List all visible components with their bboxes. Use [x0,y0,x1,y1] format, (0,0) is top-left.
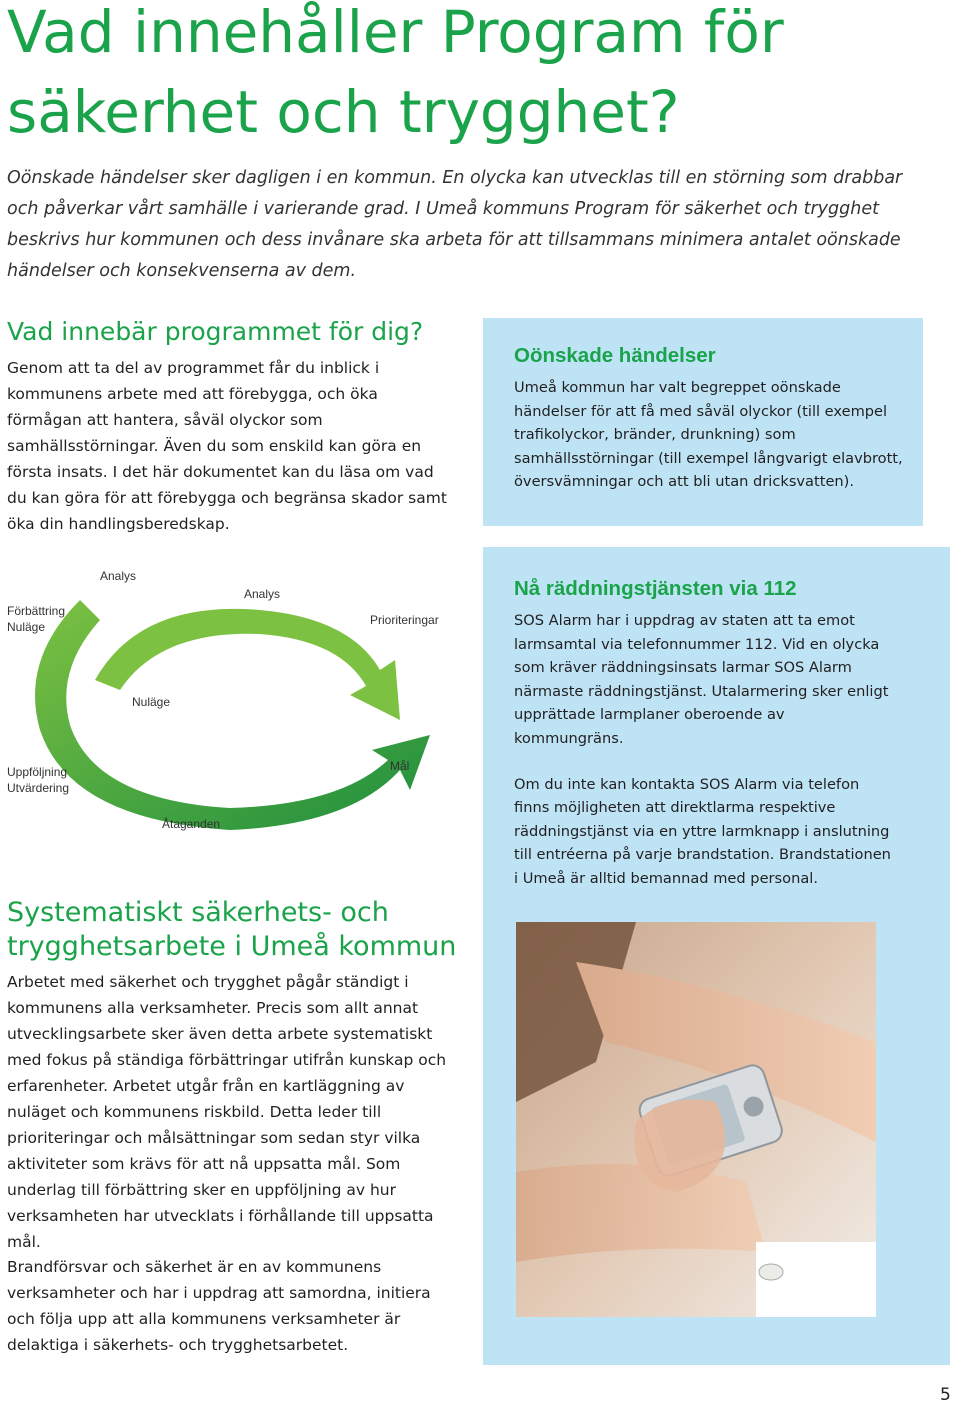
diagram-label: Förbättring [7,604,66,618]
section-heading-program: Vad innebär programmet för dig? [7,317,424,346]
section-body-systematic: Arbetet med säkerhet och trygghet pågår ständigt i kommunens alla verksamheter. Precis som allt annat utvecklingsarbete sker även detta arbete systematiskt med fokus på ständiga förbättringar utifrån kunskap och erfarenheter. Arbetet utgår från en kartläggning av nuläget och kommunens riskbild. Detta leder till prioriteringar och målsättningar som sedan styr vilka aktiviteter som krävs för att nå uppsatta mål. Som underlag till förbättring sker en uppföljning av hur verksamheten har utvecklats i förhållande till uppsatta mål. [7,973,447,1251]
diagram-label: Analys [100,569,137,583]
diagram-label: Utvärdering [7,781,70,795]
cycle-arc-outer [35,600,430,830]
page-number: 5 [940,1385,951,1405]
improvement-cycle-diagram [0,560,460,850]
diagram-label: Mål [390,759,410,773]
info-box-text-2: Om du inte kan kontakta SOS Alarm via telefon finns möjligheten att direktlarma respektive räddningstjänst via en yttre larmknapp i anslutning till entréerna på varje brandstation. Brandstationen i Umeå är alltid bemannad med personal. [514,775,891,887]
diagram-label: Analys [244,587,281,601]
diagram-label: Åtaganden [162,817,221,831]
info-box-heading: Nå räddningstjänsten via 112 [514,577,797,600]
info-box-oonskade [483,318,923,526]
page-title: Vad innehåller Program för säkerhet och trygghet? [7,0,784,146]
section-body-program: Genom att ta del av programmet får du inblick i kommunens arbete med att förebygga, och öka förmågan att hantera, såväl olyckor som samhällsstörningar. Även du som enskild kan göra en första insats. I det här dokumentet kan du läsa om vad du kan göra för att förebygga och begränsa skador samt öka din handlingsberedskap. [7,359,447,533]
brand-paragraph: Brandförsvar och säkerhet är en av kommunens verksamheter och har i uppdrag att samordna, initiera och följa upp att alla kommunens verksamheter är delaktiga i säkerhets- och trygghetsarbetet. [7,1258,431,1354]
diagram-label: Uppföljning [7,765,68,779]
info-box-text: Umeå kommun har valt begreppet oönskade händelser för att få med såväl olyckor (till exempel trafikolyckor, bränder, drunkning) som samhällsstörningar (till exempel långvarigt elavbrott, översvämningar och att bli utan dricksvatten). [514,379,903,491]
info-box-text: SOS Alarm har i uppdrag av staten att ta emot larmsamtal via telefonnummer 112. Vid en olycka som kräver räddningsinsats larmar SOS Alarm närmaste räddningstjänst. Utalarmering sker enligt upprättade larmplaner oberoende av kommungräns. [514,612,889,747]
phone-photo [516,922,876,1317]
diagram-label: Nuläge [132,695,171,709]
diagram-label: Prioriteringar [370,613,439,627]
section-heading-systematic: Systematiskt säkerhets- och trygghetsarbete i Umeå kommun [7,897,457,962]
diagram-label: Nuläge [7,620,46,634]
intro-text: Oönskade händelser sker dagligen i en kommun. En olycka kan utvecklas till en störning som drabbar och påverkar vårt samhälle i varierande grad. I Umeå kommuns Program för säkerhet och trygghet beskrivs hur kommunen och dess invånare ska arbeta för att tillsammans minimera antalet oönskade händelser och konsekvenserna av dem. [7,168,903,281]
info-box-heading: Oönskade händelser [514,344,716,367]
